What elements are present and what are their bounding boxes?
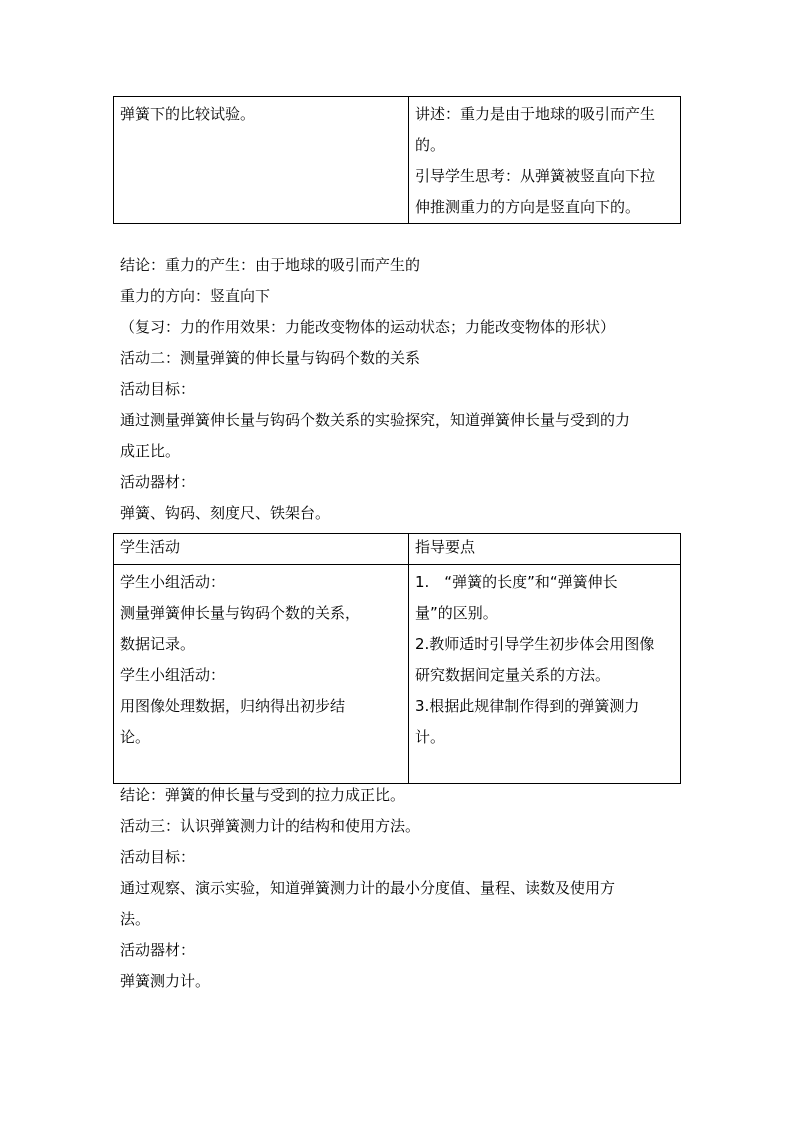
table1-left-cell <box>114 97 409 224</box>
table2-right-cell <box>409 565 681 784</box>
text-line: 3.根据此规律制作得到的弹簧测力 <box>415 697 640 715</box>
text-line: 的。 <box>415 136 446 154</box>
paragraph: 通过观察、演示实验，知道弹簧测力计的最小分度值、量程、读数及使用方 <box>120 879 616 897</box>
text-line: 论。 <box>120 728 151 746</box>
paragraph: 成正比。 <box>120 442 181 460</box>
table2-left-cell <box>114 565 409 784</box>
text-line: 量”的区别。 <box>415 604 498 622</box>
table2-header-guidance: 指导要点 <box>409 534 681 565</box>
text-line: 测量弹簧伸长量与钩码个数的关系， <box>120 604 361 622</box>
paragraph: 通过测量弹簧伸长量与钩码个数关系的实验探究，知道弹簧伸长量与受到的力 <box>120 411 631 429</box>
paragraph: 结论：弹簧的伸长量与受到的拉力成正比。 <box>120 786 406 804</box>
paragraph: 活动三：认识弹簧测力计的结构和使用方法。 <box>120 817 421 835</box>
text-line: 学生小组活动： <box>120 666 226 684</box>
text-line: 研究数据间定量关系的方法。 <box>415 666 611 684</box>
comparison-table <box>113 96 681 224</box>
paragraph: 活动器材： <box>120 941 196 959</box>
text-line: 用图像处理数据，归纳得出初步结 <box>120 697 346 715</box>
paragraph: 活动器材： <box>120 473 196 491</box>
paragraph: 活动二：测量弹簧的伸长量与钩码个数的关系 <box>120 349 421 367</box>
table1-right-cell <box>409 97 681 224</box>
activity-table <box>113 533 681 784</box>
text-line: 1. “弹簧的长度”和“弹簧伸长 <box>415 573 618 591</box>
paragraph: 活动目标： <box>120 848 196 866</box>
paragraph: 重力的方向：竖直向下 <box>120 287 271 305</box>
text-line: 讲述：重力是由于地球的吸引而产生 <box>415 105 656 123</box>
paragraph: 弹簧、钩码、刻度尺、铁架台。 <box>120 504 331 522</box>
text-line: 弹簧下的比较试验。 <box>120 105 256 123</box>
text-line: 学生小组活动： <box>120 573 226 591</box>
paragraph: （复习：力的作用效果：力能改变物体的运动状态；力能改变物体的形状） <box>120 318 616 336</box>
text-line: 2.教师适时引导学生初步体会用图像 <box>415 635 655 653</box>
text-line: 计。 <box>415 728 446 746</box>
paragraph: 弹簧测力计。 <box>120 972 211 990</box>
text-line: 伸推测重力的方向是竖直向下的。 <box>415 198 641 216</box>
table2-header-student-activity: 学生活动 <box>114 534 409 565</box>
text-line: 数据记录。 <box>120 635 196 653</box>
text-line: 引导学生思考：从弹簧被竖直向下拉 <box>415 167 656 185</box>
paragraph: 活动目标： <box>120 380 196 398</box>
paragraph: 法。 <box>120 910 151 928</box>
paragraph: 结论：重力的产生：由于地球的吸引而产生的 <box>120 256 421 274</box>
